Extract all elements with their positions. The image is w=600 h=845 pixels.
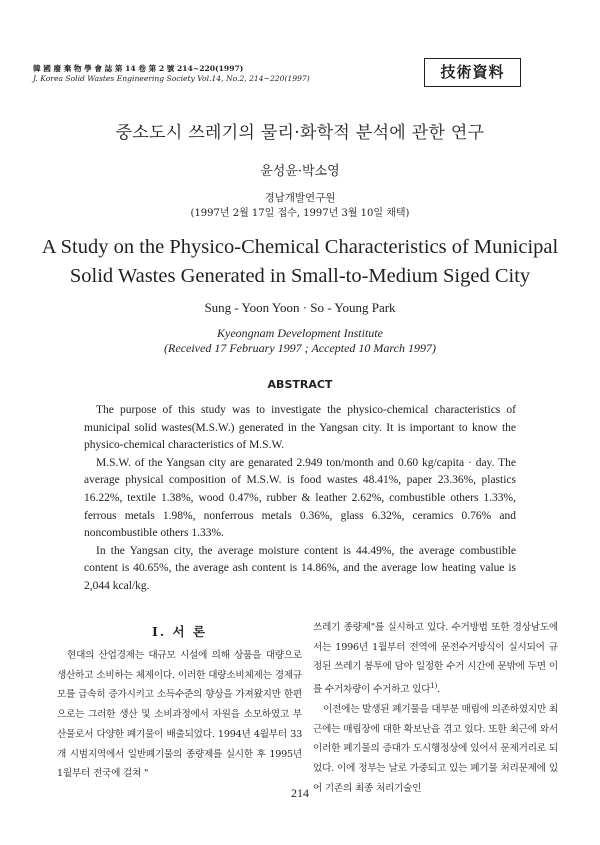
- title-english-line1: A Study on the Physico-Chemical Characteristics of Municipal: [41, 236, 559, 258]
- title-english-line2: Solid Wastes Generated in Small-to-Medium Siged City: [69, 265, 531, 287]
- received-date-korean: (1997년 2월 17일 접수, 1997년 3월 10일 채택): [190, 208, 410, 219]
- abstract-body: [84, 402, 516, 596]
- institute-korean: 경남개발연구원: [264, 192, 336, 204]
- abstract-paragraph: The purpose of this study was to investigate the physico-chemical characteristics of municipal solid wastes(M.S.W.) generated in the Yangsan city. It is important to know the physico-chemical characteristics of M.S.W.: [84, 404, 516, 452]
- authors-korean: 윤성윤·박소영: [260, 164, 340, 179]
- journal-citation-english: J. Korea Solid Wastes Engineering Society Vol.14, No.2, 214~220(1997): [33, 74, 310, 83]
- institute-english: Kyeongnam Development Institute: [217, 326, 383, 340]
- abstract-paragraph: In the Yangsan city, the average moisture content is 44.49%, the average combustible content is 40.65%, the average ash content is 14.86%, and the average low heating value is 2,044 kcal/kg.: [84, 544, 516, 592]
- page-number: 214: [291, 786, 309, 800]
- citation-superscript: 1): [430, 682, 438, 691]
- abstract-heading: ABSTRACT: [267, 378, 333, 391]
- body-text: 쓰레기 종량제"를 실시하고 있다. 수거방법 또한 경상남도에서는 1996년 1월부터 전역에 문전수거방식이 실시되어 규정된 쓰레기 봉투에 담아 일정한 수거 시간에 문밖에 두면 이를 수거차량이 수거하고 있다: [313, 622, 558, 696]
- article-type-badge: 技術資料: [424, 58, 521, 87]
- title-english: [0, 233, 600, 291]
- body-paragraph: 현대의 산업경제는 대규모 시설에 의해 상품을 대량으로 생산하고 소비하는 체제이다. 이러한 대량소비체제는 경제규모를 급속히 증가시키고 소득수준의 향상을 가져왔지만 한편으로는 그러한 생산 및 소비과정에서 자원을 소모하였고 부산물로서 다양한 폐기물이 배출되었다. 1994년 4월부터 33개 시범지역에서 일반폐기물의 종량제를 실시한 후 1995년 1월부터 전국에 걸쳐 ": [57, 650, 302, 780]
- body-paragraph: [313, 618, 558, 700]
- authors-english: Sung - Yoon Yoon · So - Young Park: [204, 300, 396, 315]
- body-column-left: [57, 646, 302, 784]
- title-korean: 중소도시 쓰레기의 물리·화학적 분석에 관한 연구: [115, 123, 485, 143]
- received-date-english: (Received 17 February 1997 ; Accepted 10 March 1997): [164, 341, 436, 355]
- section-heading-introduction: Ⅰ. 서 론: [151, 624, 208, 639]
- journal-citation: [33, 64, 310, 84]
- body-text: .: [437, 684, 441, 696]
- body-paragraph: 이전에는 발생된 폐기물을 대부분 매립에 의존하였지만 최근에는 매립장에 대한 확보난을 겪고 있다. 또한 최근에 와서 이러한 폐기물의 증대가 도시행정상에 있어서 문제거리로 되었다. 이에 정부는 날로 가중되고 있는 폐기물 처리문제에 있어 기존의 최종 처리기술인: [313, 704, 558, 794]
- affiliation-english: [0, 326, 600, 356]
- journal-citation-korean: 韓 國 廢 棄 物 學 會 誌 第 14 卷 第 2 號 214~220(1997): [33, 64, 244, 73]
- body-column-right: [313, 618, 558, 799]
- abstract-paragraph: M.S.W. of the Yangsan city are genarated 2.949 ton/month and 0.60 kg/capita · day. The average physical composition of M.S.W. is food wastes 48.41%, paper 23.36%, plastics 16.22%, textile 1.38%, wood 0.47%, rubber & leather 2.62%, combustible others 1.33%, ferrous metals 1.98%, nonferrous metals 0.36%, glass 6.32%, ceramics 0.76% and noncombustible others 1.33%.: [84, 456, 516, 540]
